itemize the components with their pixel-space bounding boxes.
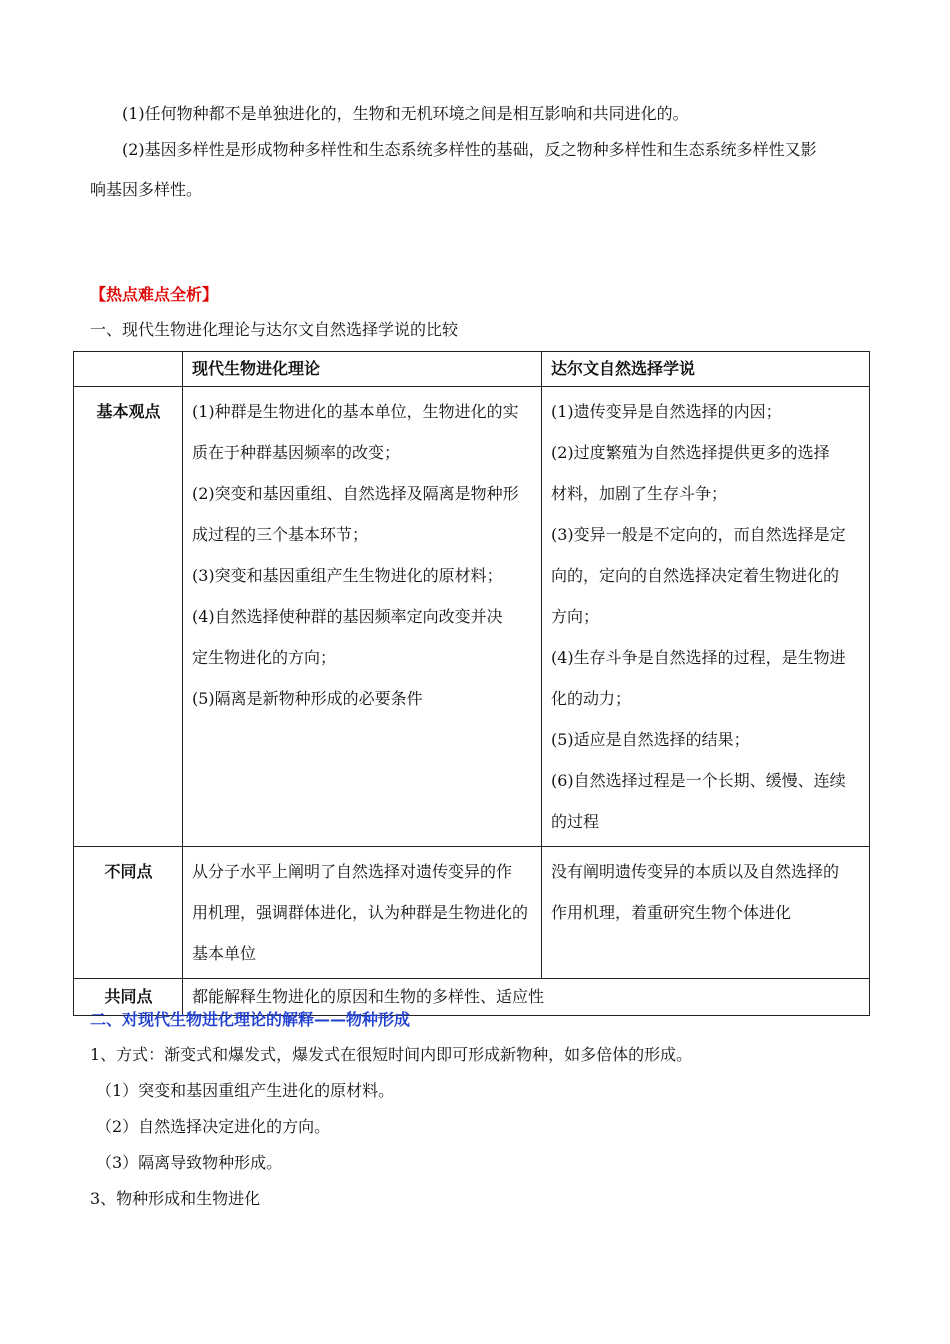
cell-line: 用机理，强调群体进化，认为种群是生物进化的 [192,903,529,922]
row-label-basic-views: 基本观点 [74,387,183,847]
cell-basic-darwin [542,387,870,847]
table-header-row [74,352,870,387]
cell-line: (5)隔离是新物种形成的必要条件 [192,689,423,708]
section-1-title: 一、现代生物进化理论与达尔文自然选择学说的比较 [90,320,459,339]
section-2-title: 二、对现代生物进化理论的解释——物种形成 [90,1010,411,1029]
cell-basic-modern [183,387,542,847]
cell-diff-modern [183,847,542,979]
cell-line: (3)变异一般是不定向的，而自然选择是定 [551,525,846,544]
intro-paragraph-2-line-2: 响基因多样性。 [90,180,203,199]
cell-line: 定生物进化的方向； [192,648,337,667]
table-row-basic-views [74,387,870,847]
cell-common: 都能解释生物进化的原因和生物的多样性、适应性 [183,979,870,1016]
row-label-differences: 不同点 [74,847,183,979]
cell-line: 从分子水平上阐明了自然选择对遗传变异的作 [192,862,513,881]
section-2-line-1: 1、方式：渐变式和爆发式，爆发式在很短时间内即可形成新物种，如多倍体的形成。 [90,1045,693,1064]
intro-paragraph-1: (1)任何物种都不是单独进化的，生物和无机环境之间是相互影响和共同进化的。 [122,104,689,123]
cell-line: 质在于种群基因频率的改变； [192,443,401,462]
cell-line: 的过程 [551,812,600,831]
cell-diff-darwin [542,847,870,979]
cell-line: (3)突变和基因重组产生生物进化的原材料； [192,566,503,585]
comparison-table [73,351,870,1016]
cell-line: 向的，定向的自然选择决定着生物进化的 [551,566,840,585]
cell-line: 没有阐明遗传变异的本质以及自然选择的 [551,862,840,881]
hot-points-title: 【热点难点全析】 [90,285,219,304]
cell-line: (1)种群是生物进化的基本单位，生物进化的实 [192,402,519,421]
cell-line: 作用机理，着重研究生物个体进化 [551,903,792,922]
cell-line: (2)突变和基因重组、自然选择及隔离是物种形 [192,484,519,503]
cell-line: 方向； [551,607,600,626]
table-row-differences [74,847,870,979]
section-2-item-3: （3）隔离导致物种形成。 [96,1153,283,1172]
cell-line: (6)自然选择过程是一个长期、缓慢、连续 [551,771,846,790]
section-2-item-2: （2）自然选择决定进化的方向。 [96,1117,331,1136]
section-2-line-3: 3、物种形成和生物进化 [90,1189,261,1208]
cell-line: (5)适应是自然选择的结果； [551,730,750,749]
cell-line: (4)生存斗争是自然选择的过程，是生物进 [551,648,846,667]
section-2-item-1: （1）突变和基因重组产生进化的原材料。 [96,1081,395,1100]
table-header-empty [74,352,183,387]
intro-paragraph-2-line-1: (2)基因多样性是形成物种多样性和生态系统多样性的基础，反之物种多样性和生态系统多样性又影 [122,140,817,159]
cell-line: 材料，加剧了生存斗争； [551,484,728,503]
cell-line: 基本单位 [192,944,257,963]
cell-line: (2)过度繁殖为自然选择提供更多的选择 [551,443,830,462]
table-header-darwin: 达尔文自然选择学说 [542,352,870,387]
cell-line: (4)自然选择使种群的基因频率定向改变并决 [192,607,503,626]
cell-line: 成过程的三个基本环节； [192,525,369,544]
cell-line: (1)遗传变异是自然选择的内因； [551,402,782,421]
cell-line: 化的动力； [551,689,632,708]
table-header-modern: 现代生物进化理论 [183,352,542,387]
row-label-common: 共同点 [74,979,183,1016]
